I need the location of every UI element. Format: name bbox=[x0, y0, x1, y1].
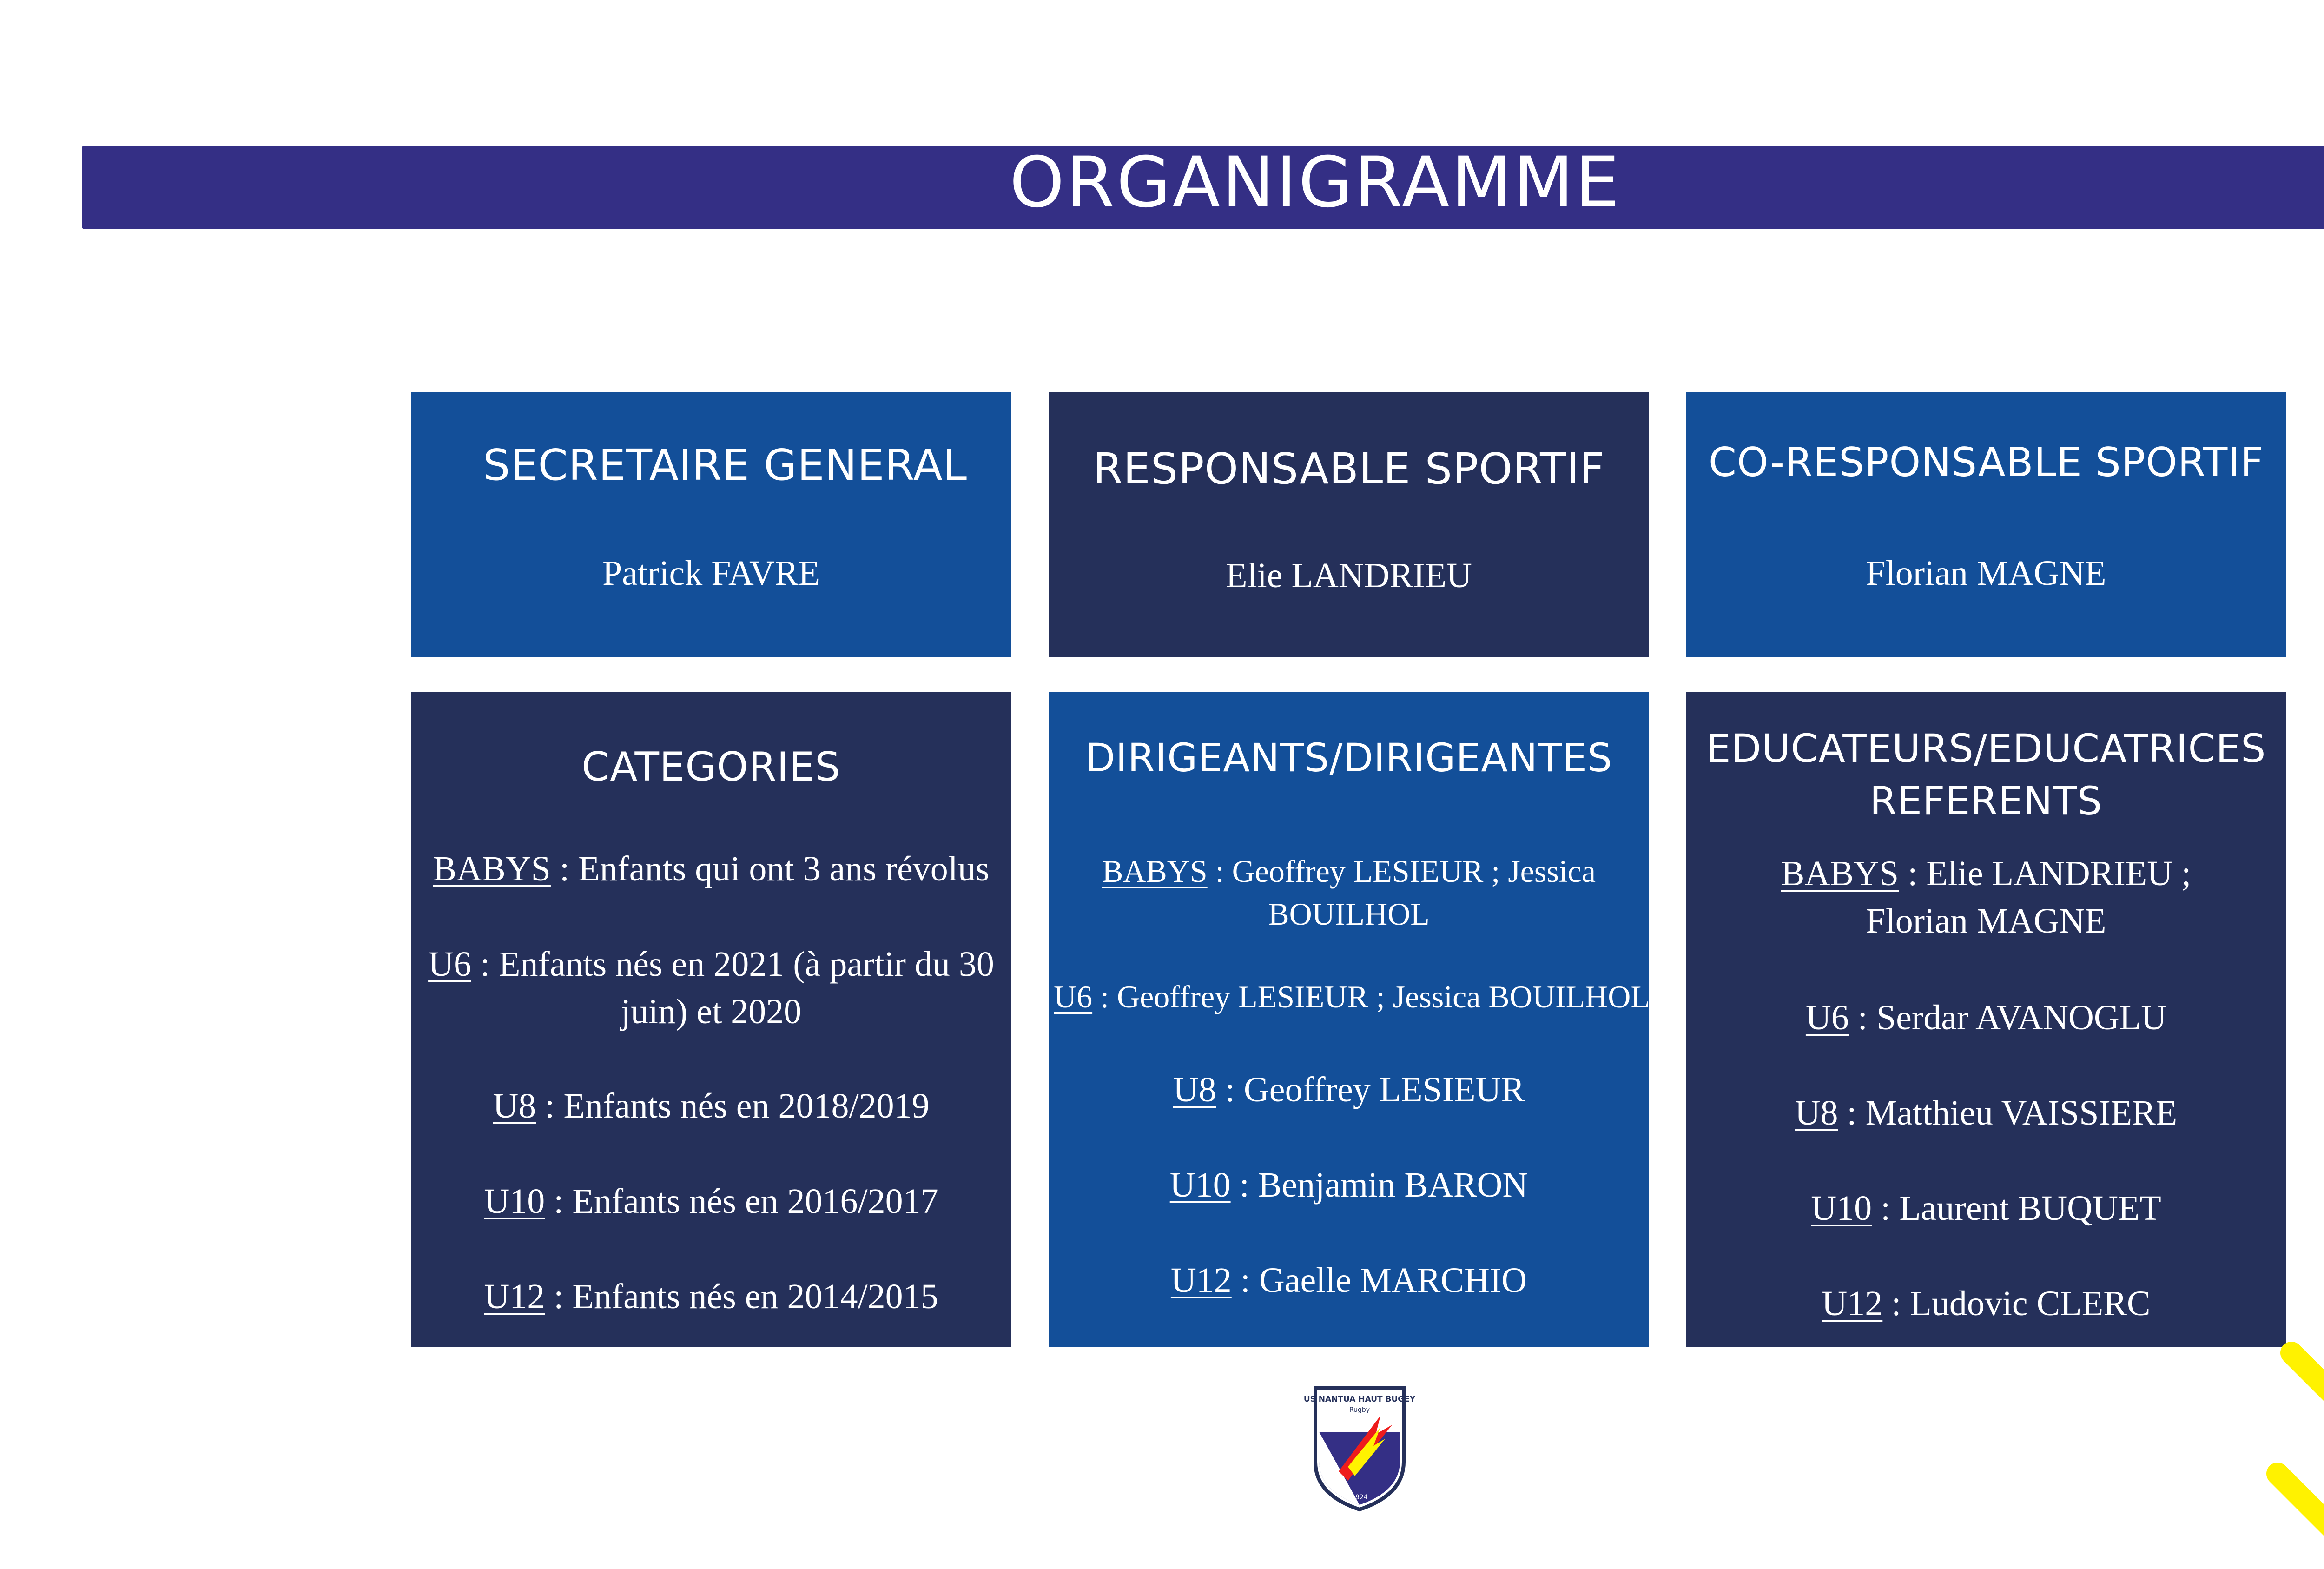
list-item: U10 : Benjamin BARON bbox=[1169, 1165, 1528, 1205]
stripe-yellow bbox=[2278, 1474, 2324, 1569]
secretaire-general-box bbox=[411, 392, 1011, 657]
list-item: U6 : Enfants nés en 2021 (à partir du 30 juin) et 2020 bbox=[428, 945, 994, 1031]
list-item: U6 : Serdar AVANOGLU bbox=[1805, 998, 2167, 1037]
box-title: EDUCATEURS/EDUCATRICES bbox=[1706, 726, 2266, 771]
crest-subtext: Rugby bbox=[1349, 1406, 1370, 1414]
crest-text: US NANTUA HAUT BUGEY bbox=[1303, 1395, 1416, 1404]
decorative-stripes bbox=[2231, 744, 2324, 1569]
stripe-yellow bbox=[2291, 1353, 2324, 1569]
list-item: U10 : Enfants nés en 2016/2017 bbox=[484, 1182, 938, 1221]
crest-year: 1924 bbox=[1351, 1494, 1368, 1501]
list-item: U12 : Enfants nés en 2014/2015 bbox=[484, 1277, 938, 1316]
educateurs-box bbox=[1686, 692, 2286, 1347]
list-item: BABYS : Geoffrey LESIEUR ; Jessica BOUILHOL bbox=[1102, 854, 1596, 932]
box-title: CO-RESPONSABLE SPORTIF bbox=[1708, 439, 2264, 486]
box-title-line2: REFERENTS bbox=[1869, 778, 2103, 824]
page-title: ORGANIGRAMME bbox=[1009, 142, 1622, 223]
box-name: Elie LANDRIEU bbox=[1226, 556, 1472, 595]
box-title: RESPONSABLE SPORTIF bbox=[1093, 444, 1605, 494]
categories-box bbox=[411, 692, 1011, 1347]
list-item: U12 : Gaelle MARCHIO bbox=[1170, 1261, 1527, 1300]
list-item: BABYS : Elie LANDRIEU ; Florian MAGNE bbox=[1781, 854, 2192, 940]
list-item: U10 : Laurent BUQUET bbox=[1811, 1189, 2161, 1228]
dirigeants-box bbox=[1049, 692, 1649, 1347]
responsable-sportif-box bbox=[1049, 392, 1649, 657]
list-item: U8 : Matthieu VAISSIERE bbox=[1795, 1093, 2178, 1132]
co-responsable-sportif-box bbox=[1686, 392, 2286, 657]
list-item: U8 : Enfants nés en 2018/2019 bbox=[493, 1086, 930, 1125]
club-crest-icon bbox=[1303, 1383, 1416, 1513]
list-item: U6 : Geoffrey LESIEUR ; Jessica BOUILHOL bbox=[1054, 979, 1650, 1014]
list-item: U12 : Ludovic CLERC bbox=[1822, 1284, 2151, 1323]
box-name: Florian MAGNE bbox=[1866, 554, 2106, 593]
list-item: U8 : Geoffrey LESIEUR bbox=[1173, 1070, 1525, 1109]
box-title: DIRIGEANTS/DIRIGEANTES bbox=[1085, 735, 1613, 781]
box-name: Patrick FAVRE bbox=[602, 554, 820, 593]
box-title: SECRETAIRE GENERAL bbox=[483, 440, 967, 490]
list-item: BABYS : Enfants qui ont 3 ans révolus bbox=[433, 849, 990, 888]
box-title: CATEGORIES bbox=[581, 744, 841, 790]
